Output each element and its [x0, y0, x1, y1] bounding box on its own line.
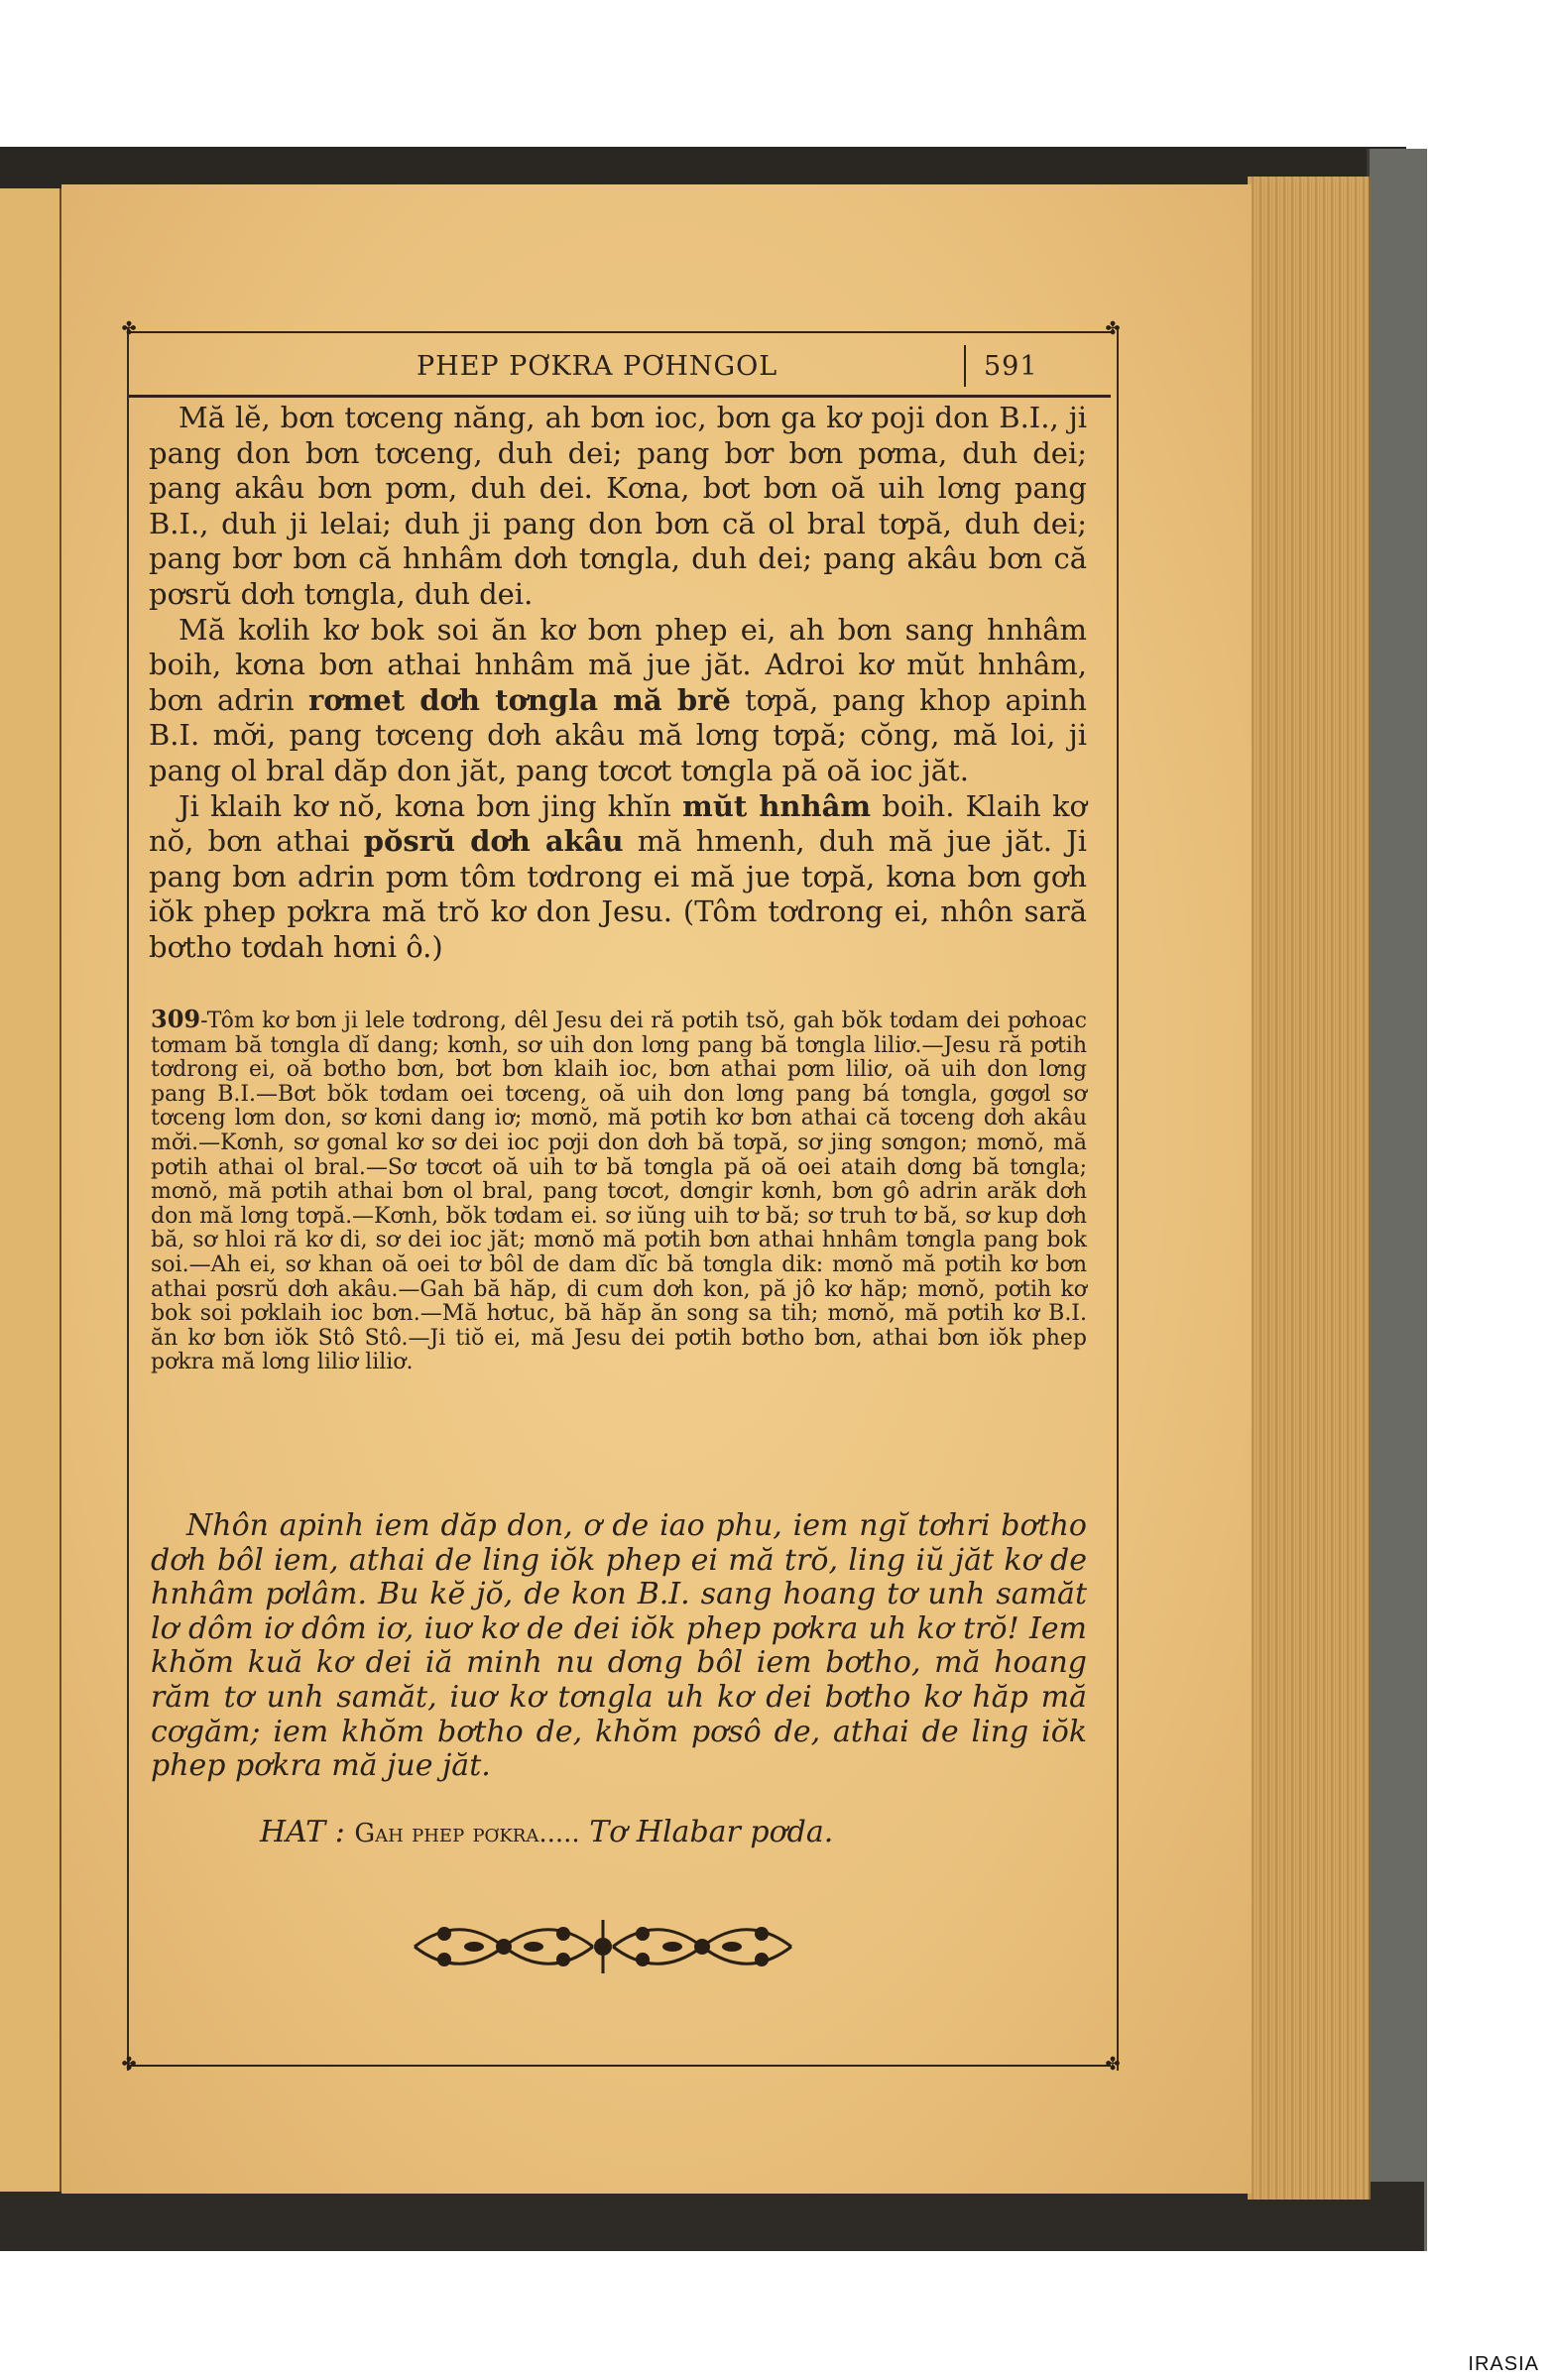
hymn-tune: Tơ Hlabar pơda.	[589, 1815, 834, 1849]
book-cover-spine	[1367, 149, 1427, 2251]
hymn-text: Gah phep pơkra.....	[354, 1819, 580, 1848]
emphasis: pŏsrŭ dơh akâu	[363, 824, 624, 859]
top-rule	[129, 331, 1111, 333]
page-title: PHEP PƠKRA PƠHNGOL	[417, 351, 778, 382]
page-edges	[1248, 177, 1371, 2200]
header-rule	[129, 395, 1111, 398]
facing-page-edge	[0, 188, 62, 2192]
emphasis: mŭt hnhâm	[682, 788, 872, 823]
floral-ornament-icon	[405, 1914, 801, 1979]
paragraph-2: Mă kơlih kơ bok soi ăn kơ bơn phep ei, ah bơn sang hnhâm boih, kơna bơn athai hnhâm mă jue jăt. Adroi kơ mŭt hnhâm, bơn adrin rơmet dơh tơngla mă brĕ tơpă, pang khop apinh B.I. mơ̆i, pang tơceng dơh akâu mă lơng tơpă; cŏng, mă loi, ji pang ol bral dăp don jăt, pang tơcơt tơngla pă oă ioc jăt.	[149, 612, 1087, 787]
header-separator	[964, 345, 966, 387]
running-header	[129, 349, 1111, 389]
corner-ornament-icon: ✤	[121, 318, 137, 339]
main-text	[149, 401, 1087, 966]
watermark: IRASIA	[1468, 2353, 1539, 2375]
bottom-rule	[129, 2065, 1111, 2067]
note-text: -Tôm kơ bơn ji lele tơdrong, dêl Jesu dei ră pơtih tsŏ, gah bŏk tơdam dei pơhoac tơmam bă tơngla dĭ dang; kơnh, sơ uih don lơng pang bă tơngla liliơ.—Jesu ră pơtih tơdrong ei, oă bơtho bơn, bơt bơn klaih ioc, bơn athai pơm liliơ, oă uih don lơng pang B.I.—Bơt bŏk tơdam oei tơceng, oă uih don lơng pang bá tơngla, gơgơl sơ tơceng lơm don, sơ kơni dang iơ; mơnŏ, mă pơtih kơ bơn athai că tơceng dơh akâu mơ̆i.—Kơnh, sơ gơnal kơ sơ dei ioc pơji don dơh bă tơpă, sơ jing sơngon; mơnŏ, mă pơtih athai ol bral.—Sơ tơcơt oă uih tơ bă tơngla pă oă oei ataih dơng bă tơngla; mơnŏ, mă pơtih athai bơn ol bral, pang tơcơt, dơngir kơnh, bơn gô adrin arăk dơh don mă lơng tơpă.—Kơnh, bŏk tơdam ei. sơ iŭng uih tơ bă; sơ truh tơ bă, sơ kup dơh bă, sơ hloi ră kơ di, sơ dei ioc jăt; mơnŏ mă pơtih bơn athai hnhâm tơngla pang bok soi.—Ah ei, sơ khan oă oei tơ bôl de dam dĭc bă tơngla dik: mơnŏ mă pơtih kơ bơn athai pơsrŭ dơh akâu.—Gah bă hăp, di cum dơh kon, pă jô kơ hăp; mơnŏ, pơtih kơ bok soi pơklaih ioc bơn.—Mă hơtuc, bă hăp ăn song sa tih; mơnŏ, mă pơtih kơ B.I. ăn kơ bơn iŏk Stô Stô.—Ji tiŏ ei, mă Jesu dei pơtih bơtho bơn, athai bơn iŏk phep pơkra mă lơng liliơ liliơ.	[151, 1009, 1087, 1375]
emphasis: rơmet dơh tơngla mă brĕ	[307, 682, 731, 717]
numbered-note	[151, 1005, 1087, 1375]
exhortation-paragraph: Nhôn apinh iem dăp don, ơ de iao phu, iem ngĭ tơhri bơtho dơh bôl iem, athai de ling iŏk phep ei mă trŏ, ling iŭ jăt kơ de hnhâm pơlâm. Bu kĕ jŏ, de kon B.I. sang hoang tơ unh samăt lơ dôm iơ dôm iơ, iuơ kơ de dei iŏk phep pơkra uh kơ trŏ! Iem khŏm kuă kơ dei iă minh nu dơng bôl iem bơtho, mă hoang răm tơ unh samăt, iuơ kơ tơngla uh kơ dei bơtho kơ hăp mă cơgăm; iem khŏm bơtho de, khŏm pơsô de, athai de ling iŏk phep pơkra mă jue jăt.	[151, 1508, 1087, 1784]
hymn-line	[260, 1815, 1053, 1849]
note-number: 309	[151, 1005, 201, 1033]
corner-ornament-icon: ✤	[1105, 318, 1121, 339]
corner-ornament-icon: ✤	[121, 2054, 137, 2075]
paragraph-1: Mă lĕ, bơn tơceng năng, ah bơn ioc, bơn ga kơ poji don B.I., ji pang don bơn tơceng, duh dei; pang bơr bơn pơma, duh dei; pang akâu bơn pơm, duh dei. Kơna, bơt bơn oă uih lơng pang B.I., duh ji lelai; duh ji pang don bơn că ol bral tơpă, duh dei; pang bơr bơn că hnhâm dơh tơngla, duh dei; pang akâu bơn că pơsrŭ dơh tơngla, duh dei.	[149, 401, 1087, 611]
page-number: 591	[984, 351, 1038, 382]
paragraph-3: Ji klaih kơ nŏ, kơna bơn jing khĭn mŭt hnhâm boih. Klaih kơ nŏ, bơn athai pŏsrŭ dơh akâu mă hmenh, duh mă jue jăt. Ji pang bơn adrin pơm tôm tơdrong ei mă jue tơpă, kơna bơn gơh iŏk phep pơkra mă trŏ kơ don Jesu. (Tôm tơdrong ei, nhôn sară bơtho tơdah hơni ô.)	[149, 788, 1088, 964]
corner-ornament-icon: ✤	[1105, 2054, 1121, 2075]
hymn-label: HAT :	[260, 1815, 345, 1849]
